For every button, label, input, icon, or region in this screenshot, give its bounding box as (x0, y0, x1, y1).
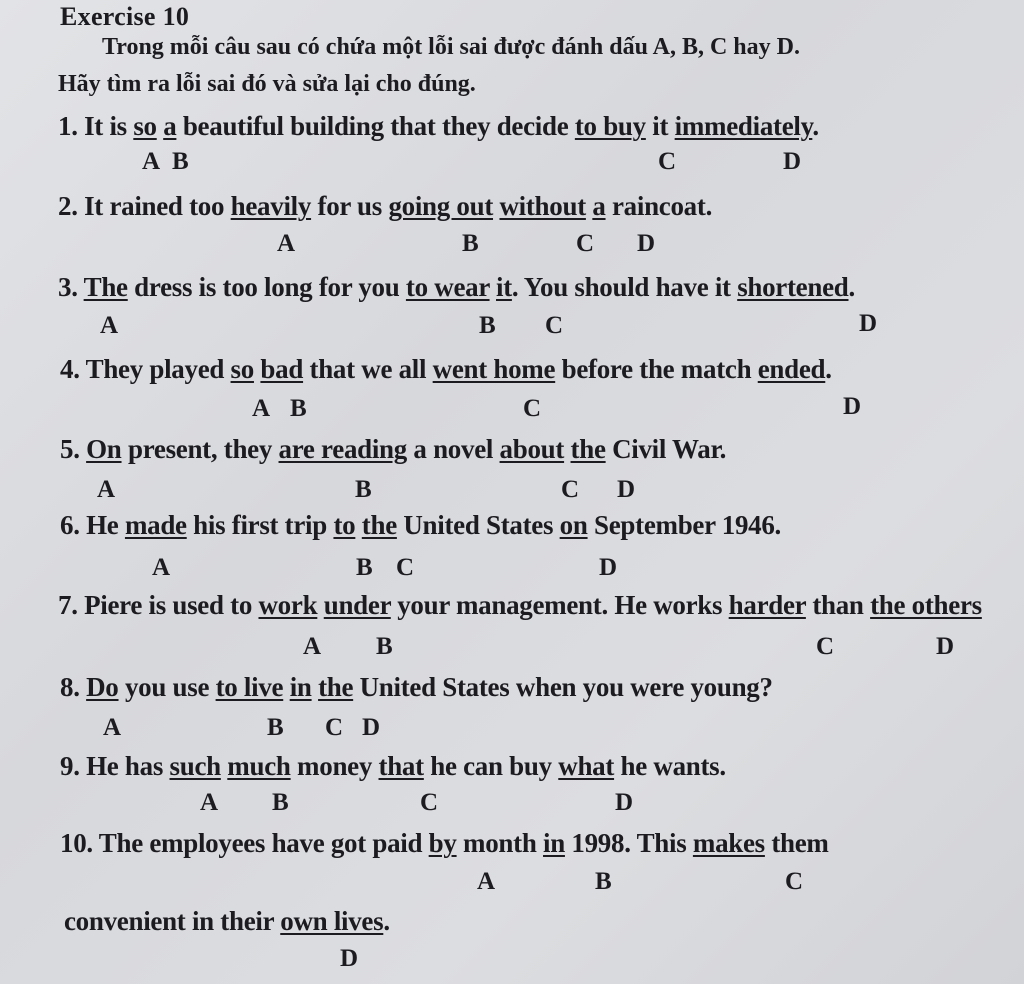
option-c-text: about (499, 434, 565, 464)
mark-c: C (523, 395, 542, 422)
question-5: 5. On present, they are reading a novel about the Civil War. (60, 434, 727, 464)
mark-c: C (545, 312, 564, 339)
mark-c: C (816, 633, 835, 660)
question-8: 8. Do you use to live in the United States when you were young? (60, 672, 773, 702)
mark-c: C (576, 230, 595, 257)
option-d-text: a (592, 191, 606, 221)
mark-b: B (376, 633, 393, 660)
mark-b: B (479, 312, 496, 339)
mark-d: D (362, 714, 381, 741)
option-c-text: the (361, 510, 397, 540)
mark-a: A (103, 714, 122, 741)
option-c-text: went home (432, 354, 556, 384)
option-d-text: the others (870, 590, 982, 620)
mark-c: C (561, 476, 580, 503)
mark-a: A (200, 789, 219, 816)
option-d-text: own lives (280, 906, 384, 936)
option-a-text: by (428, 828, 457, 858)
question-10: 10. The employees have got paid by month in 1998. This makes them (60, 828, 829, 858)
question-2: 2. It rained too heavily for us going out without a raincoat. (58, 191, 713, 221)
option-b-text: to (333, 510, 356, 540)
mark-c: C (420, 789, 439, 816)
option-c-text: without (499, 191, 586, 221)
mark-a: A (152, 554, 171, 581)
option-b-text: to wear (405, 272, 490, 302)
mark-b: B (272, 789, 289, 816)
mark-c: C (325, 714, 344, 741)
option-c-text: that (378, 751, 424, 781)
mark-d: D (599, 554, 618, 581)
option-a-text: made (124, 510, 187, 540)
option-d-text: immediately (674, 111, 813, 141)
option-c-text: in (289, 672, 312, 702)
option-a-text: so (230, 354, 254, 384)
mark-b: B (356, 554, 373, 581)
mark-d: D (617, 476, 636, 503)
option-b-text: bad (260, 354, 304, 384)
option-b-text: in (543, 828, 565, 858)
option-c-text: to buy (574, 111, 646, 141)
mark-a: A (100, 312, 119, 339)
option-d-text: the (318, 672, 354, 702)
exercise-title: Exercise 10 (60, 2, 190, 31)
mark-b: B (290, 395, 307, 422)
mark-a: A (303, 633, 322, 660)
option-b-text: to live (215, 672, 284, 702)
option-c-text: makes (692, 828, 765, 858)
question-10-continuation: convenient in their own lives. (64, 906, 390, 936)
mark-d: D (637, 230, 656, 257)
option-a-text: heavily (230, 191, 312, 221)
option-a-text: such (169, 751, 221, 781)
option-c-text: it (496, 272, 512, 302)
question-7: 7. Piere is used to work under your management. He works harder than the others (58, 590, 982, 620)
option-a-text: On (86, 434, 122, 464)
instruction-line-2: Hãy tìm ra lỗi sai đó và sửa lại cho đúng. (58, 71, 476, 97)
mark-d: D (843, 393, 862, 420)
question-1: 1. It is so a beautiful building that they decide to buy it immediately. (58, 111, 819, 141)
mark-b: B (172, 148, 189, 175)
mark-d: D (340, 945, 359, 972)
option-c-text: harder (728, 590, 806, 620)
option-a-text: so (133, 111, 157, 141)
option-d-text: ended (757, 354, 826, 384)
question-9: 9. He has such much money that he can buy what he wants. (60, 751, 726, 781)
mark-d: D (859, 310, 878, 337)
question-6: 6. He made his first trip to the United States on September 1946. (60, 510, 781, 540)
option-b-text: a (163, 111, 177, 141)
option-a-text: The (83, 272, 128, 302)
option-d-text: on (559, 510, 588, 540)
instruction-line-1: Trong mỗi câu sau có chứa một lỗi sai được đánh dấu A, B, C hay D. (102, 34, 800, 60)
mark-b: B (462, 230, 479, 257)
option-d-text: the (570, 434, 606, 464)
option-b-text: going out (388, 191, 494, 221)
mark-a: A (277, 230, 296, 257)
mark-c: C (785, 868, 804, 895)
mark-c: C (396, 554, 415, 581)
mark-d: D (936, 633, 955, 660)
mark-b: B (355, 476, 372, 503)
option-b-text: under (323, 590, 391, 620)
option-b-text: are reading (278, 434, 407, 464)
option-d-text: shortened (737, 272, 849, 302)
mark-c: C (658, 148, 677, 175)
mark-b: B (267, 714, 284, 741)
mark-a: A (477, 868, 496, 895)
question-3: 3. The dress is too long for you to wear it. You should have it shortened. (58, 272, 855, 302)
option-d-text: what (558, 751, 615, 781)
mark-a: A (142, 148, 161, 175)
mark-b: B (595, 868, 612, 895)
option-a-text: Do (86, 672, 119, 702)
option-b-text: much (227, 751, 291, 781)
mark-a: A (97, 476, 116, 503)
option-a-text: work (258, 590, 318, 620)
mark-d: D (615, 789, 634, 816)
mark-d: D (783, 148, 802, 175)
question-4: 4. They played so bad that we all went home before the match ended. (60, 354, 832, 384)
mark-a: A (252, 395, 271, 422)
